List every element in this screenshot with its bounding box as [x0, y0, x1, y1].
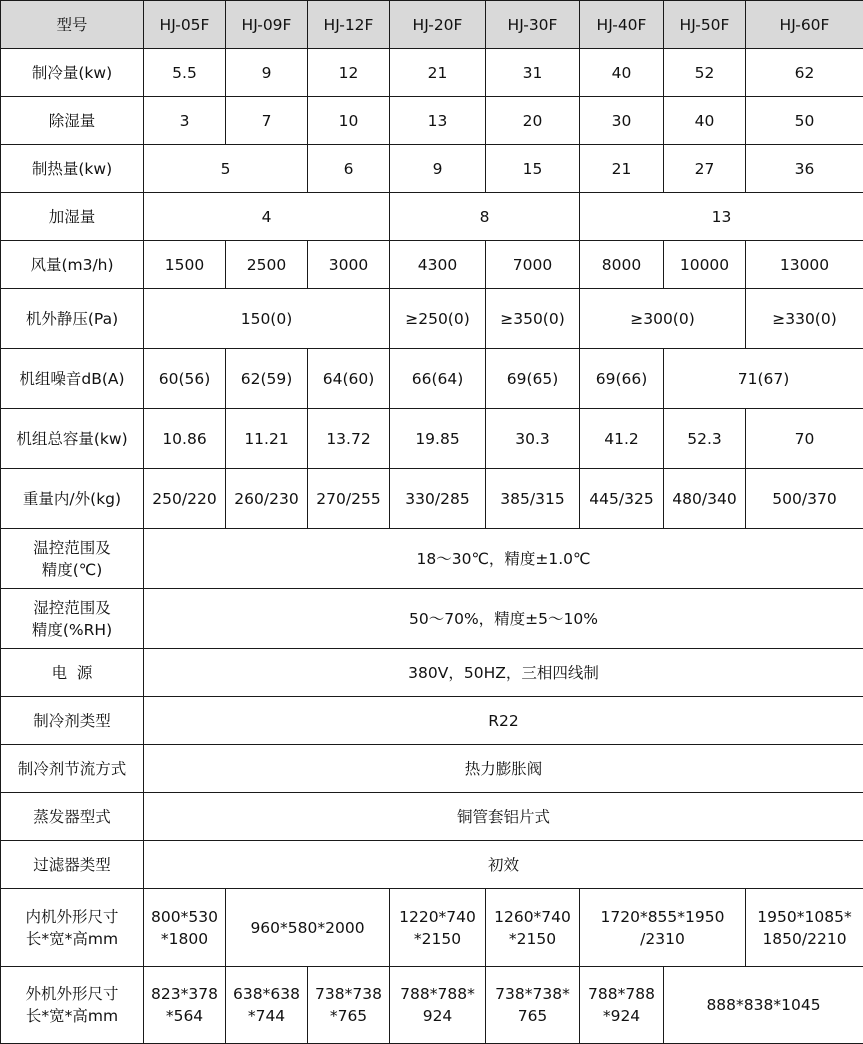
cell-value: ≥350(0)	[486, 289, 580, 349]
cell-line: 1720*855*1950	[601, 908, 725, 926]
cell-line: *2150	[414, 930, 461, 948]
cell-value: 10.86	[144, 409, 226, 469]
cell-value: 12	[308, 49, 390, 97]
cell-line: *765	[330, 1007, 367, 1025]
cell-value: 62(59)	[226, 349, 308, 409]
cell-value: 380V，50HZ，三相四线制	[144, 649, 863, 697]
cell-value: 36	[746, 145, 863, 193]
cell-value: 445/325	[580, 469, 664, 529]
row-label: 机组总容量(kw)	[1, 409, 144, 469]
row-label-line: 长*宽*高mm	[26, 1007, 118, 1025]
row-label: 机组噪音dB(A)	[1, 349, 144, 409]
cell-value: R22	[144, 697, 863, 745]
cell-value: 21	[580, 145, 664, 193]
row-label: 加湿量	[1, 193, 144, 241]
cell-value	[580, 967, 664, 1044]
cell-line: 788*788	[588, 985, 655, 1003]
row-weight	[1, 469, 863, 529]
cell-value: 69(66)	[580, 349, 664, 409]
row-airflow	[1, 241, 863, 289]
row-noise	[1, 349, 863, 409]
cell-value: 7	[226, 97, 308, 145]
cell-value: 40	[580, 49, 664, 97]
row-label-line: 温控范围及	[33, 539, 111, 557]
cell-value: 30	[580, 97, 664, 145]
row-label: 机外静压(Pa)	[1, 289, 144, 349]
row-label: 制冷剂节流方式	[1, 745, 144, 793]
cell-value	[390, 889, 486, 967]
cell-value: 64(60)	[308, 349, 390, 409]
row-outdoor-dimensions	[1, 967, 863, 1044]
cell-value: 385/315	[486, 469, 580, 529]
cell-value: 5.5	[144, 49, 226, 97]
cell-value: 9	[390, 145, 486, 193]
model-name: HJ-20F	[390, 1, 486, 49]
cell-value	[144, 967, 226, 1044]
cell-line: 823*378	[151, 985, 218, 1003]
cell-line: 924	[423, 1007, 453, 1025]
cell-value	[144, 889, 226, 967]
cell-value: 13000	[746, 241, 863, 289]
cell-value: 7000	[486, 241, 580, 289]
cell-value: 250/220	[144, 469, 226, 529]
row-heating	[1, 145, 863, 193]
cell-value: 3	[144, 97, 226, 145]
cell-value: 27	[664, 145, 746, 193]
cell-value: 13	[580, 193, 863, 241]
cell-line: 1220*740	[399, 908, 476, 926]
row-temperature-range	[1, 529, 863, 589]
cell-value: 10	[308, 97, 390, 145]
cell-value: ≥330(0)	[746, 289, 863, 349]
model-name: HJ-40F	[580, 1, 664, 49]
cell-line: 788*788*	[400, 985, 475, 1003]
cell-line: 738*738*	[495, 985, 570, 1003]
cell-value: 50	[746, 97, 863, 145]
row-label: 电 源	[1, 649, 144, 697]
cell-line: 960*580*2000	[250, 919, 364, 937]
cell-value: 20	[486, 97, 580, 145]
cell-line: 765	[518, 1007, 548, 1025]
model-name: HJ-05F	[144, 1, 226, 49]
cell-line: 888*838*1045	[706, 996, 820, 1014]
row-humidity-range	[1, 589, 863, 649]
cell-value	[390, 967, 486, 1044]
row-label: 制热量(kw)	[1, 145, 144, 193]
model-label: 型号	[1, 1, 144, 49]
cell-value: 2500	[226, 241, 308, 289]
cell-line: /2310	[640, 930, 685, 948]
row-label-line: 外机外形尺寸	[25, 985, 118, 1003]
cell-line: *2150	[509, 930, 556, 948]
cell-line: 638*638	[233, 985, 300, 1003]
cell-value: 15	[486, 145, 580, 193]
cell-line: 1260*740	[494, 908, 571, 926]
cell-line: 800*530	[151, 908, 218, 926]
cell-value: 41.2	[580, 409, 664, 469]
cell-value: 71(67)	[664, 349, 863, 409]
row-dehumidification	[1, 97, 863, 145]
cell-value: 60(56)	[144, 349, 226, 409]
cell-value	[580, 889, 746, 967]
row-label-line: 内机外形尺寸	[25, 908, 118, 926]
cell-line: *744	[248, 1007, 285, 1025]
row-label-line: 长*宽*高mm	[26, 930, 118, 948]
row-label-line: 湿控范围及	[33, 599, 111, 617]
cell-value	[486, 967, 580, 1044]
row-label	[1, 889, 144, 967]
cell-value: 9	[226, 49, 308, 97]
cell-value: 19.85	[390, 409, 486, 469]
cell-value: 150(0)	[144, 289, 390, 349]
cell-value: 480/340	[664, 469, 746, 529]
cell-value: 69(65)	[486, 349, 580, 409]
model-name: HJ-12F	[308, 1, 390, 49]
cell-value: 3000	[308, 241, 390, 289]
cell-value: 66(64)	[390, 349, 486, 409]
cell-value: 5	[144, 145, 308, 193]
cell-value: 52.3	[664, 409, 746, 469]
cell-value	[746, 889, 863, 967]
row-evaporator	[1, 793, 863, 841]
row-label: 重量内/外(kg)	[1, 469, 144, 529]
row-refrigerant	[1, 697, 863, 745]
cell-value: 62	[746, 49, 863, 97]
cell-value: 21	[390, 49, 486, 97]
cell-value: 50～70%，精度±5～10%	[144, 589, 863, 649]
model-name: HJ-50F	[664, 1, 746, 49]
cell-line: 738*738	[315, 985, 382, 1003]
header-row	[1, 1, 863, 49]
model-name: HJ-30F	[486, 1, 580, 49]
cell-value: 11.21	[226, 409, 308, 469]
row-label	[1, 589, 144, 649]
cell-value: 30.3	[486, 409, 580, 469]
row-humidification	[1, 193, 863, 241]
row-label: 风量(m3/h)	[1, 241, 144, 289]
cell-value: 1500	[144, 241, 226, 289]
cell-value: 260/230	[226, 469, 308, 529]
cell-value: 330/285	[390, 469, 486, 529]
row-label: 制冷量(kw)	[1, 49, 144, 97]
cell-line: *924	[603, 1007, 640, 1025]
cell-value: 52	[664, 49, 746, 97]
cell-line: *1800	[161, 930, 208, 948]
model-name: HJ-09F	[226, 1, 308, 49]
cell-value: 31	[486, 49, 580, 97]
row-label-line: 精度(%RH)	[32, 621, 112, 639]
cell-value: ≥250(0)	[390, 289, 486, 349]
cell-value	[486, 889, 580, 967]
cell-value	[226, 889, 390, 967]
row-label: 过滤器类型	[1, 841, 144, 889]
cell-value: 70	[746, 409, 863, 469]
model-name: HJ-60F	[746, 1, 863, 49]
cell-value: 8000	[580, 241, 664, 289]
row-label: 除湿量	[1, 97, 144, 145]
row-filter	[1, 841, 863, 889]
cell-value	[664, 967, 863, 1044]
cell-value	[308, 967, 390, 1044]
cell-value: 40	[664, 97, 746, 145]
cell-value: 4	[144, 193, 390, 241]
cell-value: 铜管套铝片式	[144, 793, 863, 841]
cell-value: 8	[390, 193, 580, 241]
cell-line: 1850/2210	[762, 930, 846, 948]
row-total-capacity	[1, 409, 863, 469]
cell-value: 10000	[664, 241, 746, 289]
cell-value: 13	[390, 97, 486, 145]
cell-value: 初效	[144, 841, 863, 889]
cell-value: 18～30℃，精度±1.0℃	[144, 529, 863, 589]
row-indoor-dimensions	[1, 889, 863, 967]
row-label-line: 精度(℃)	[42, 561, 103, 579]
cell-value: 热力膨胀阀	[144, 745, 863, 793]
row-cooling	[1, 49, 863, 97]
cell-value: ≥300(0)	[580, 289, 746, 349]
row-label	[1, 967, 144, 1044]
cell-value: 6	[308, 145, 390, 193]
row-static-pressure	[1, 289, 863, 349]
cell-value	[226, 967, 308, 1044]
cell-value: 500/370	[746, 469, 863, 529]
row-throttle	[1, 745, 863, 793]
cell-value: 4300	[390, 241, 486, 289]
cell-line: 1950*1085*	[757, 908, 851, 926]
row-power	[1, 649, 863, 697]
cell-value: 13.72	[308, 409, 390, 469]
cell-value: 270/255	[308, 469, 390, 529]
row-label	[1, 529, 144, 589]
cell-line: *564	[166, 1007, 203, 1025]
row-label: 制冷剂类型	[1, 697, 144, 745]
row-label: 蒸发器型式	[1, 793, 144, 841]
